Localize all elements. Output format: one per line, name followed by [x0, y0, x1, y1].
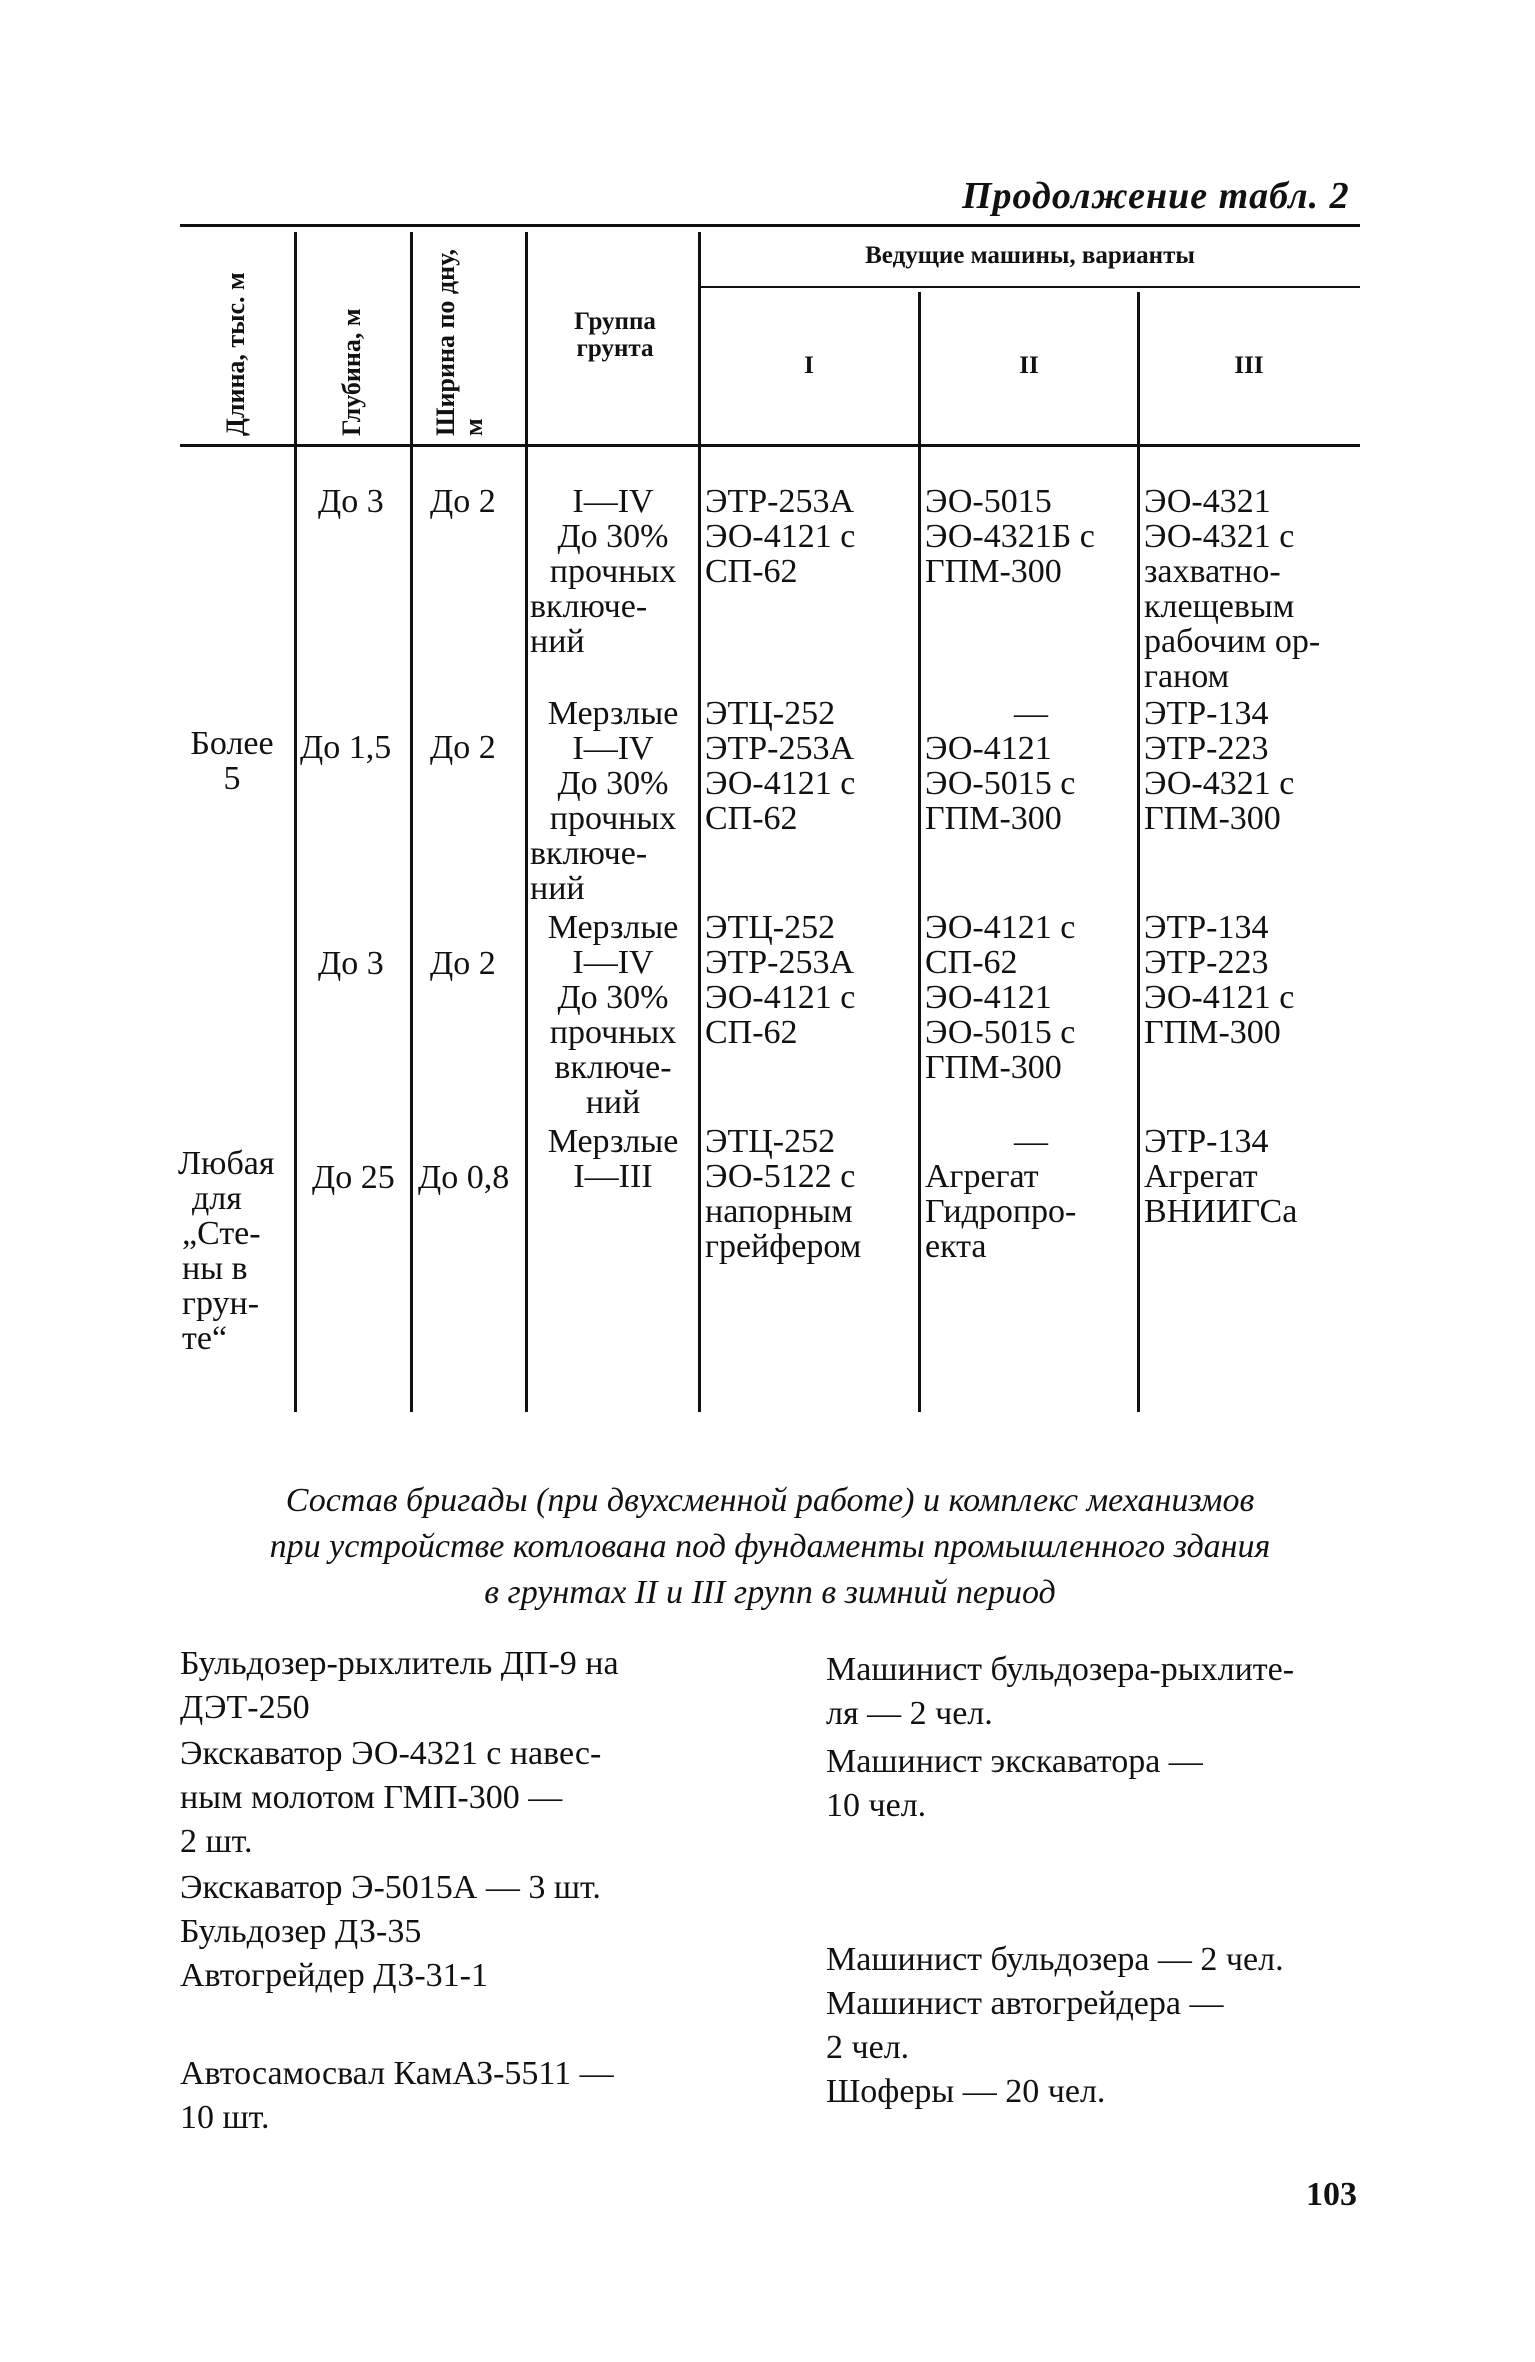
col-divider-6 [1137, 292, 1140, 1412]
length-group-2: Любая для „Сте- ны в грун- те“ [178, 1145, 275, 1357]
table-row-4-variant-3: ЭТР-134 Агрегат ВНИИГСа [1144, 1123, 1298, 1230]
machine-item: Бульдозер ДЗ-35 [180, 1913, 422, 1950]
crew-item: Шоферы — 20 чел. [826, 2073, 1106, 2110]
machine-item: Автосамосвал КамАЗ-5511 — 10 шт. [180, 2055, 614, 2136]
header-soil-group: Группа грунта [574, 308, 656, 362]
table-row-3-variant-1: ЭТЦ-252 ЭТР-253А ЭО-4121 с СП-62 [705, 909, 856, 1051]
table-row-4-variant-2: — Агрегат Гидропро- екта [925, 1123, 1077, 1265]
header-depth: Глубина, м [337, 308, 366, 436]
table-row-1-depth: До 3 [318, 483, 384, 520]
table-row-4-depth: До 25 [312, 1159, 395, 1196]
machine-item: Экскаватор Э-5015А — 3 шт. [180, 1869, 601, 1906]
header-variant-3: III [1234, 352, 1264, 379]
table-row-4-soil: Мерзлые I—III [547, 1123, 679, 1195]
table-row-3-depth: До 3 [318, 945, 384, 982]
page-number: 103 [1306, 2176, 1357, 2213]
crew-item: Машинист бульдозера — 2 чел. [826, 1941, 1284, 1978]
header-bottom-rule [180, 444, 1360, 447]
col-divider-3 [525, 232, 528, 1412]
header-width: Ширина по дну, м [431, 249, 488, 436]
table-row-1-width: До 2 [430, 483, 496, 520]
table-row-1-variant-1: ЭТР-253А ЭО-4121 с СП-62 [705, 483, 856, 590]
table-row-2-soil: Мерзлые I—IV До 30% прочных включе- ний [530, 695, 679, 907]
table-row-1-variant-3: ЭО-4321 ЭО-4321 с захватно- клещевым рабочим ор- ганом [1144, 483, 1321, 695]
header-variant-2: II [1019, 352, 1039, 379]
header-length: Длина, тыс. м [221, 272, 250, 436]
machines-list [180, 1642, 720, 2140]
table-row-2-depth: До 1,5 [300, 729, 392, 766]
table-row-2-variant-2: — ЭО-4121 ЭО-5015 с ГПМ-300 [925, 695, 1076, 837]
table-row-2-width: До 2 [430, 729, 496, 766]
subheader-rule [700, 286, 1360, 288]
machine-item: Бульдозер-рыхлитель ДП-9 на ДЭТ-250 [180, 1645, 619, 1726]
header-leading-machines: Ведущие машины, варианты [865, 242, 1195, 269]
table-row-3-variant-2: ЭО-4121 с СП-62 ЭО-4121 ЭО-5015 с ГПМ-300 [925, 909, 1076, 1086]
section-caption: Состав бригады (при двухсменной работе) и комплекс механизмов при устройстве котлована под фундаменты промышленного здания в грунтах II и III групп в зимний период [269, 1482, 1271, 1611]
machine-item: Автогрейдер ДЗ-31-1 [180, 1957, 489, 1994]
crew-item: Машинист бульдозера-рыхлите- ля — 2 чел. [826, 1651, 1295, 1732]
crew-item: Машинист экскаватора — 10 чел. [826, 1743, 1203, 1824]
col-divider-2 [410, 232, 413, 1412]
table-row-4-variant-1: ЭТЦ-252 ЭО-5122 с напорным грейфером [705, 1123, 862, 1265]
col-divider-4 [698, 232, 701, 1412]
table-row-2-variant-3: ЭТР-134 ЭТР-223 ЭО-4321 с ГПМ-300 [1144, 695, 1295, 837]
machine-item: Экскаватор ЭО-4321 с навес- ным молотом ГМП-300 — 2 шт. [180, 1735, 602, 1860]
table-row-3-soil: Мерзлые I—IV До 30% прочных включе- ний [547, 909, 679, 1121]
table-row-4-width: До 0,8 [418, 1159, 510, 1196]
table-row-2-variant-1: ЭТЦ-252 ЭТР-253А ЭО-4121 с СП-62 [705, 695, 856, 837]
crew-list [826, 1648, 1366, 2114]
table-top-rule [180, 224, 1360, 227]
continuation-title: Продолжение табл. 2 [962, 175, 1350, 217]
col-divider-5 [918, 292, 921, 1412]
table-row-3-width: До 2 [430, 945, 496, 982]
table-row-1-variant-2: ЭО-5015 ЭО-4321Б с ГПМ-300 [925, 483, 1095, 590]
table-row-3-variant-3: ЭТР-134 ЭТР-223 ЭО-4121 с ГПМ-300 [1144, 909, 1295, 1051]
length-group-1: Более 5 [190, 725, 274, 797]
table-row-1-soil: I—IV До 30% прочных включе- ний [530, 483, 677, 660]
crew-item: Машинист автогрейдера — 2 чел. [826, 1985, 1224, 2066]
header-variant-1: I [804, 352, 814, 379]
